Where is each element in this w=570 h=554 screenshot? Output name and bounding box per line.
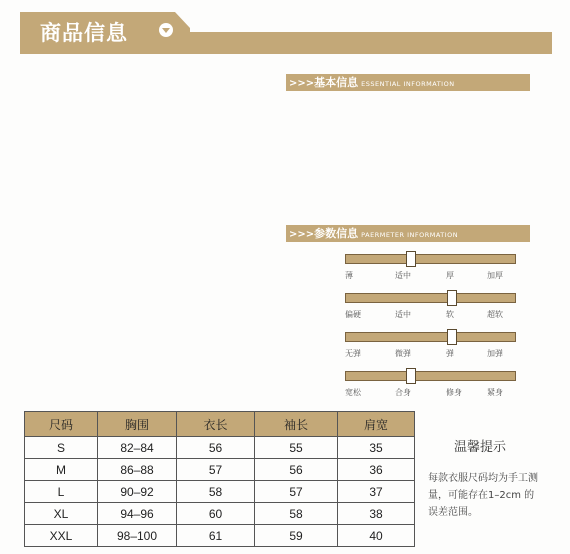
slider-label: 厚 [446,271,454,280]
slider-label: 修身 [446,388,462,397]
slider-label: 紧身 [487,388,503,397]
table-cell: 35 [338,437,415,459]
table-cell: XXL [25,525,98,547]
table-header-row [25,412,415,437]
header-bar [20,12,552,54]
slider-label: 无弹 [345,349,361,358]
slider-thumb[interactable] [406,251,416,267]
table-cell: 36 [338,459,415,481]
section-subtitle: PAERMETER INFORMATION [361,231,459,239]
table-cell: 59 [255,525,338,547]
parameter-slider[interactable] [345,332,516,342]
table-row [25,525,415,547]
page-title: 商品信息 [40,21,128,45]
slider-labels [345,309,520,321]
slider-label: 加弹 [487,349,503,358]
slider-label: 微弹 [395,349,411,358]
slider-label: 宽松 [345,388,361,397]
slider-label: 合身 [395,388,411,397]
section-subtitle: ESSENTIAL INFORMATION [361,80,455,88]
section-param-info [286,225,530,242]
table-row [25,481,415,503]
table-row [25,437,415,459]
slider-thumb[interactable] [447,329,457,345]
section-arrows: >>> [289,229,315,240]
table-cell: 55 [255,437,338,459]
parameter-slider[interactable] [345,293,516,303]
slider-thumb[interactable] [406,368,416,384]
table-cell: 94–96 [98,503,177,525]
size-table [24,411,415,547]
column-header: 尺码 [25,412,98,437]
parameter-slider[interactable] [345,371,516,381]
table-cell: 98–100 [98,525,177,547]
slider-thumb[interactable] [447,290,457,306]
slider-label: 薄 [345,271,353,280]
slider-label: 偏硬 [345,310,361,319]
slider-label: 超软 [487,310,503,319]
column-header: 胸围 [98,412,177,437]
tips-title: 温馨提示 [454,440,507,455]
section-title: 基本信息 [314,76,359,89]
slider-label: 弹 [446,349,454,358]
table-cell: 56 [177,437,255,459]
table-cell: 57 [177,459,255,481]
table-cell: 38 [338,503,415,525]
table-cell: 60 [177,503,255,525]
slider-label: 适中 [395,271,411,280]
table-cell: 56 [255,459,338,481]
table-cell: 61 [177,525,255,547]
slider-label: 软 [446,310,454,319]
table-cell: 82–84 [98,437,177,459]
chevron-down-icon [159,23,173,37]
table-cell: 57 [255,481,338,503]
slider-labels [345,387,520,399]
table-cell: 86–88 [98,459,177,481]
table-row [25,459,415,481]
table-cell: S [25,437,98,459]
header-rule [170,32,552,54]
table-cell: 58 [177,481,255,503]
parameter-slider[interactable] [345,254,516,264]
section-basic-info [286,74,530,91]
section-title: 参数信息 [314,227,359,240]
table-cell: M [25,459,98,481]
table-cell: XL [25,503,98,525]
table-cell: 58 [255,503,338,525]
tips-body: 每款衣服尺码均为手工测量，可能存在1–2cm 的误差范围。 [428,473,538,518]
table-cell: L [25,481,98,503]
table-row [25,503,415,525]
slider-labels [345,270,520,282]
slider-label: 适中 [395,310,411,319]
table-cell: 90–92 [98,481,177,503]
slider-label: 加厚 [487,271,503,280]
table-cell: 40 [338,525,415,547]
table-cell: 37 [338,481,415,503]
column-header: 肩宽 [338,412,415,437]
column-header: 袖长 [255,412,338,437]
column-header: 衣长 [177,412,255,437]
section-arrows: >>> [289,78,315,89]
slider-labels [345,348,520,360]
